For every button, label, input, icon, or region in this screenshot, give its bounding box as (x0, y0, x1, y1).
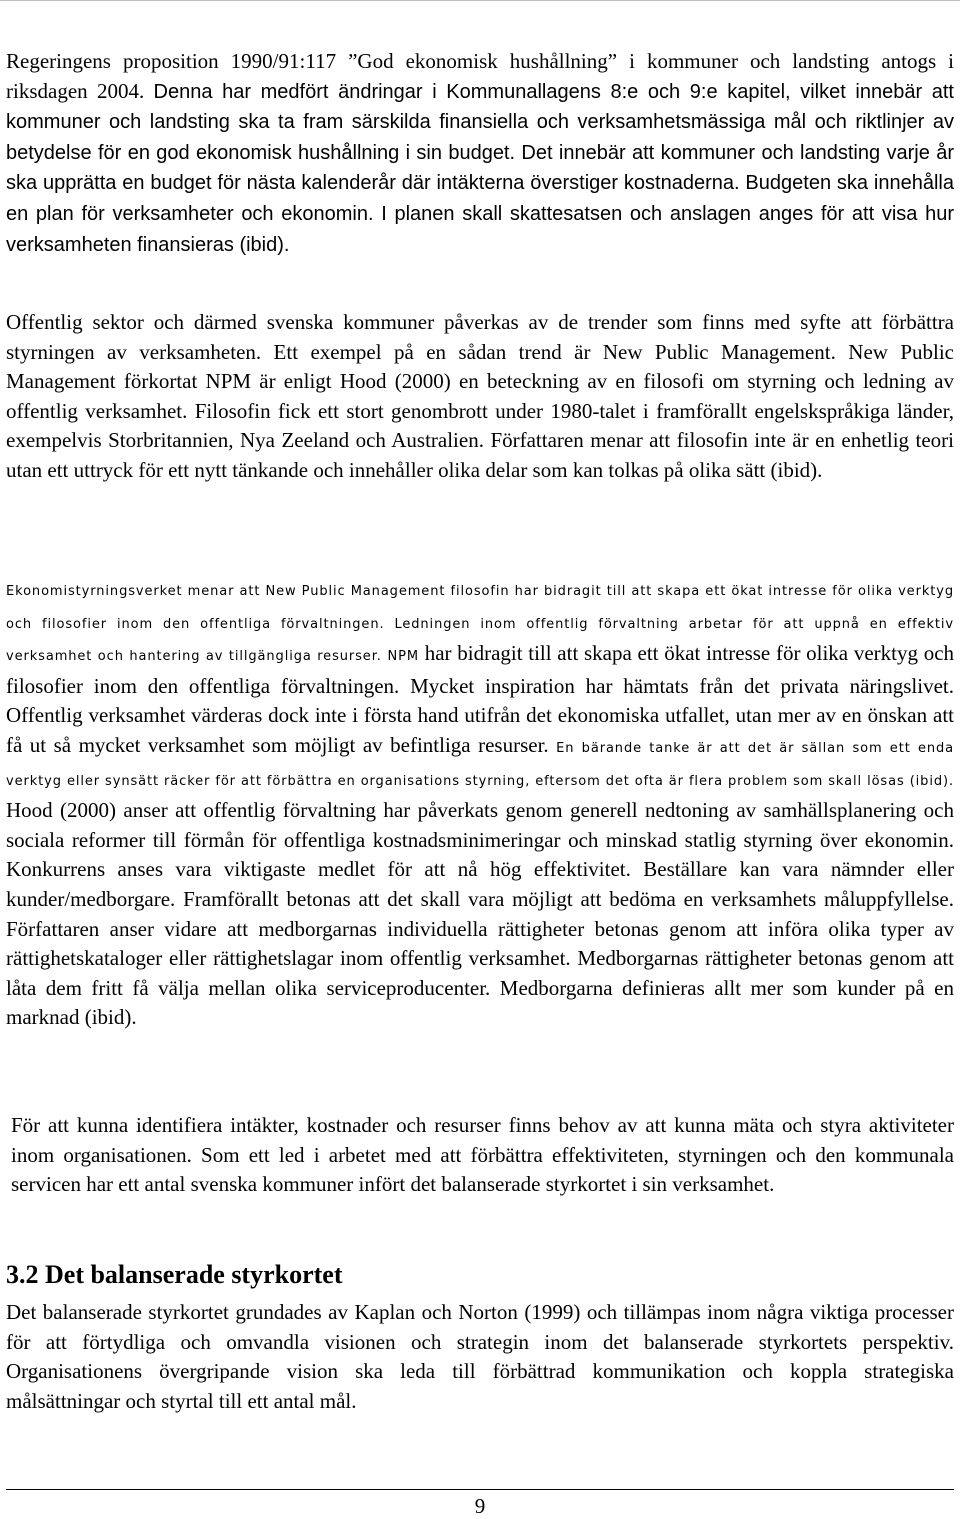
paragraph-npm-intro: Offentlig sektor och därmed svenska kommuner påverkas av de trender som finns med syfte att förbättra styrningen av verksamheten. Ett exempel på en sådan trend är New Public Management. New Public Management förkortat NPM är enligt Hood (2000) en beteckning av en filosofi om styrning och ledning av offentlig verksamhet. Filosofin fick ett stort genombrott under 1980-talet i framförallt engelskspråkiga länder, exempelvis Storbritannien, Nya Zeeland och Australien. Författaren menar att filosofin inte är en enhetlig teori utan ett uttryck för ett nytt tänkande och innehåller olika delar som kan tolkas på olika sätt (ibid). (6, 310, 954, 482)
footer-divider (6, 1489, 954, 1490)
paragraph-npm-serif-text-1: har bidragit till att skapa ett ökat intresse för olika verktyg och filosofier inom den offentliga förvaltningen. Mycket inspiration har hämtats från det privata näringslivet. Offentlig verksamhet värderas dock inte i första hand utifrån det ekonomiska utfallet, utan mer av en önskan att få ut så mycket verksamhet som möjligt av befintliga resurser. (6, 641, 955, 757)
paragraph-budget-law-part1: Regeringens proposition 1990/91:117 ”God ekonomisk hushållning” i kommuner och landsting antogs i riksdagen 2004. (6, 49, 954, 103)
paragraph-measurement: För att kunna identifiera intäkter, kostnader och resurser finns behov av att kunna mäta och styra aktiviteter inom organisationen. Som ett led i arbetet med att förbättra effektiviteten, styrningen och den kommunala servicen har ett antal svenska kommuner infört det balanserade styrkortet i sin verksamhet. (11, 1113, 954, 1197)
top-border-line (0, 0, 960, 1)
paragraph-npm-abbrev: NPM (387, 649, 419, 665)
paragraph-npm-ekonomistyrning (6, 574, 954, 1033)
section-heading: 3.2 Det balanserade styrkortet (6, 1260, 343, 1289)
paragraph-npm-small-text-1: Ekonomistyrningsverket menar att New Public Management filosofin har bidragit till att skapa ett ökat intresse för olika verktyg och filosofier inom den offentliga förvaltningen. Ledningen inom offentlig förvaltning arbetar för att uppnå en effektiv verksamhet och hantering av tillgängliga resurser. (6, 584, 954, 665)
paragraph-npm-serif-text-2: Hood (2000) anser att offentlig förvaltning har påverkats genom generell nedtoning av samhällsplanering och sociala reformer till förmån för offentliga kostnadsminimeringar och minskad statlig styrning över ekonomin. Konkurrens anses vara viktigaste medlet för att nå hög effektivitet. Beställare kan vara nämnder eller kunder/medborgare. Framförallt betonas att det skall vara möjligt att bedöma en verksamhets måluppfyllelse. Författaren anser vidare att medborgarnas individuella rättigheter betonas genom att införa olika typer av rättighetskataloger eller rättighetslagar inom offentlig verksamhet. Medborgarnas rättigheter betonas genom att låta dem fritt få välja mellan olika serviceproducenter. Medborgarna definieras allt mer som kunder på en marknad (ibid). (6, 798, 954, 1030)
paragraph-npm-small-text-2: En bärande tanke är att det är sällan som ett enda verktyg eller synsätt räcker för att förbättra en organisations styrning, eftersom det ofta är flera problem som skall lösas (ibid). (6, 740, 955, 789)
page-number: 9 (474, 1494, 486, 1518)
paragraph-balanced-scorecard: Det balanserade styrkortet grundades av Kaplan och Norton (1999) och tillämpas inom några viktiga processer för att förtydliga och omvandla visionen och strategin inom det balanserade styrkortets perspektiv. Organisationens övergripande vision ska leda till förbättrad kommunikation och koppla strategiska målsättningar och styrtal till ett antal mål. (6, 1300, 954, 1413)
paragraph-budget-law-part2: Denna har medfört ändringar i Kommunallagens 8:e och 9:e kapitel, vilket innebär att kommuner och landsting ska ta fram särskilda finansiella och verksamhetsmässiga mål och riktlinjer av betydelse för en god ekonomisk hushållning i sin budget. Det innebär att kommuner och landsting varje år ska upprätta en budget för nästa kalenderår där intäkterna överstiger kostnaderna. Budgeten ska innehålla en plan för verksamheter och ekonomin. I planen skall skattesatsen och anslagen anges för att visa hur verksamheten finansieras (ibid). (6, 80, 954, 256)
paragraph-budget-law (6, 47, 954, 260)
